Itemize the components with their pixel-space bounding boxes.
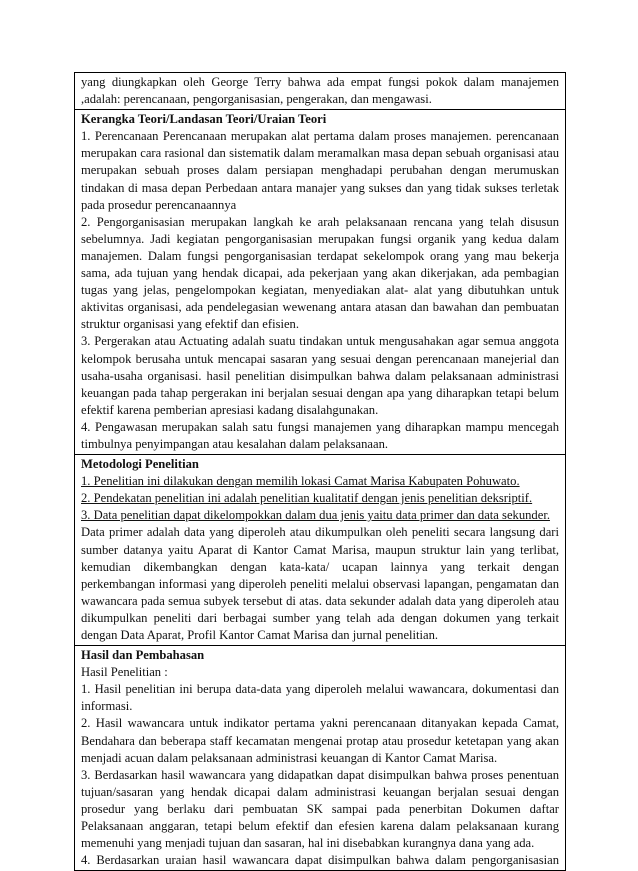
kerangka-paragraph-4: 4. Pengawasan merupakan salah satu fungsi manajemen yang diharapkan mampu mencegah timbulnya penyimpangan atau kesalahan dalam pelaksanaan. bbox=[81, 419, 559, 451]
kerangka-paragraph-2: 2. Pengorganisasian merupakan langkah ke arah pelaksanaan rencana yang telah disusun sebelumnya. Jadi kegiatan pengorganisasian merupakan fungsi organik yang kedua dalam manajemen. Dalam fungsi pengorganisasian terdapat sekelompok orang yang mau bekerja sama, ada tujuan yang hendak dicapai, ada pekerjaan yang akan dikerjakan, ada pembagian tugas yang jelas, pengelompokan kegiatan, menyediakan alat- alat yang dibutuhkan untuk aktivitas organisasi, ada pendelegasian wewenang antara atasan dan bawahan dan pembuatan struktur organisasi yang efektif dan efisien. bbox=[81, 214, 559, 332]
metodologi-body: Data primer adalah data yang diperoleh atau dikumpulkan oleh peneliti secara langsung dari sumber datanya yaitu Aparat di Kantor Camat Marisa, maupun struktur lain yang terlibat, kemudian dikembangkan dengan kata-kata/ ucapan lainnya yang terkait dengan perkembangan informasi yang diperoleh peneliti melalui observasi lapangan, pengamatan dan wawancara pada semua subyek tersebut di atas. data sekunder adalah data yang diperoleh atau dikumpulkan peneliti dari berbagai sumber yang telah ada dengan dokumen yang terkait dengan Data Aparat, Profil Kantor Camat Marisa dan jurnal penelitian. bbox=[81, 525, 559, 642]
table-row bbox=[75, 73, 566, 110]
kerangka-cell bbox=[75, 110, 566, 455]
metodologi-item-3: 3. Data penelitian dapat dikelompokkan dalam dua jenis yaitu data primer dan data sekunder. bbox=[81, 508, 550, 523]
hasil-paragraph-4: 4. Berdasarkan uraian hasil wawancara dapat disimpulkan bahwa dalam pengorganisasian bbox=[81, 853, 559, 868]
kerangka-paragraph-3: 3. Pergerakan atau Actuating adalah suatu tindakan untuk mengusahakan agar semua anggota kelompok berusaha untuk mencapai sasaran yang sesuai dengan perencanaan manejerial dan usaha-usaha organisasi. hasil penelitian disimpulkan bahwa dalam pelaksanaan administrasi keuangan pada tahap pergerakan ini berjalan sesuai dengan apa yang diharapkan tetapi belum efektif karena pemberian apresiasi kadang disalahgunakan. bbox=[81, 334, 559, 417]
hasil-subheading: Hasil Penelitian : bbox=[81, 665, 168, 680]
hasil-cell bbox=[75, 646, 566, 871]
table-row bbox=[75, 110, 566, 455]
metodologi-item-2: 2. Pendekatan penelitian ini adalah penelitian kualitatif dengan jenis penelitian deksriptif. bbox=[81, 491, 533, 506]
kerangka-paragraph-1: 1. Perencanaan Perencanaan merupakan alat pertama dalam proses manajemen. perencanaan merupakan cara rasional dan sistematik dalam meramalkan masa depan sebuah organisasi atau merupakan sebuah proses dalam persiapan menghadapi perubahan dengan merumuskan tindakan di masa depan Perbedaan antara manajer yang sukses dan yang tidak sukses terletak pada prosedur perencanaannya bbox=[81, 129, 559, 212]
table-row bbox=[75, 646, 566, 871]
hasil-paragraph-1: 1. Hasil penelitian ini berupa data-data yang diperoleh melalui wawancara, dokumentasi dan informasi. bbox=[81, 682, 559, 714]
summary-table bbox=[74, 72, 566, 871]
intro-text: yang diungkapkan oleh George Terry bahwa ada empat fungsi pokok dalam manajemen ,adalah: perencanaan, pengorganisasian, pengerakan, dan mengawasi. bbox=[81, 75, 559, 107]
intro-cell bbox=[75, 73, 566, 110]
metodologi-cell bbox=[75, 455, 566, 646]
hasil-heading: Hasil dan Pembahasan bbox=[81, 648, 205, 663]
hasil-paragraph-3: 3. Berdasarkan hasil wawancara yang didapatkan dapat disimpulkan bahwa proses penentuan tujuan/sasaran yang hendak dicapai dalam administrasi keuangan berjalan sesuai dengan prosedur yang berlaku dari pembuatan SK sampai pada penerbitan Dokumen daftar Pelaksanaan anggaran, tetapi belum efektif dan efesien karena dalam pelaksanaan kurang memenuhi yang menjadi tujuan dan sasaran, hal ini disebabkan kurangnya dana yang ada. bbox=[81, 767, 559, 851]
metodologi-item-1: 1. Penelitian ini dilakukan dengan memilih lokasi Camat Marisa Kabupaten Pohuwato. bbox=[81, 474, 520, 489]
table-row bbox=[75, 455, 566, 646]
hasil-paragraph-2: 2. Hasil wawancara untuk indikator pertama yakni perencanaan ditanyakan kepada Camat, Bendahara dan beberapa staff kecamatan mengenai protap atau prosedur ketetapan yang akan menjadi acuan dalam pelaksanaan administrasi keuangan di Kantor Camat Marisa. bbox=[81, 716, 559, 765]
metodologi-heading: Metodologi Penelitian bbox=[81, 457, 199, 472]
kerangka-heading: Kerangka Teori/Landasan Teori/Uraian Teori bbox=[81, 112, 327, 127]
